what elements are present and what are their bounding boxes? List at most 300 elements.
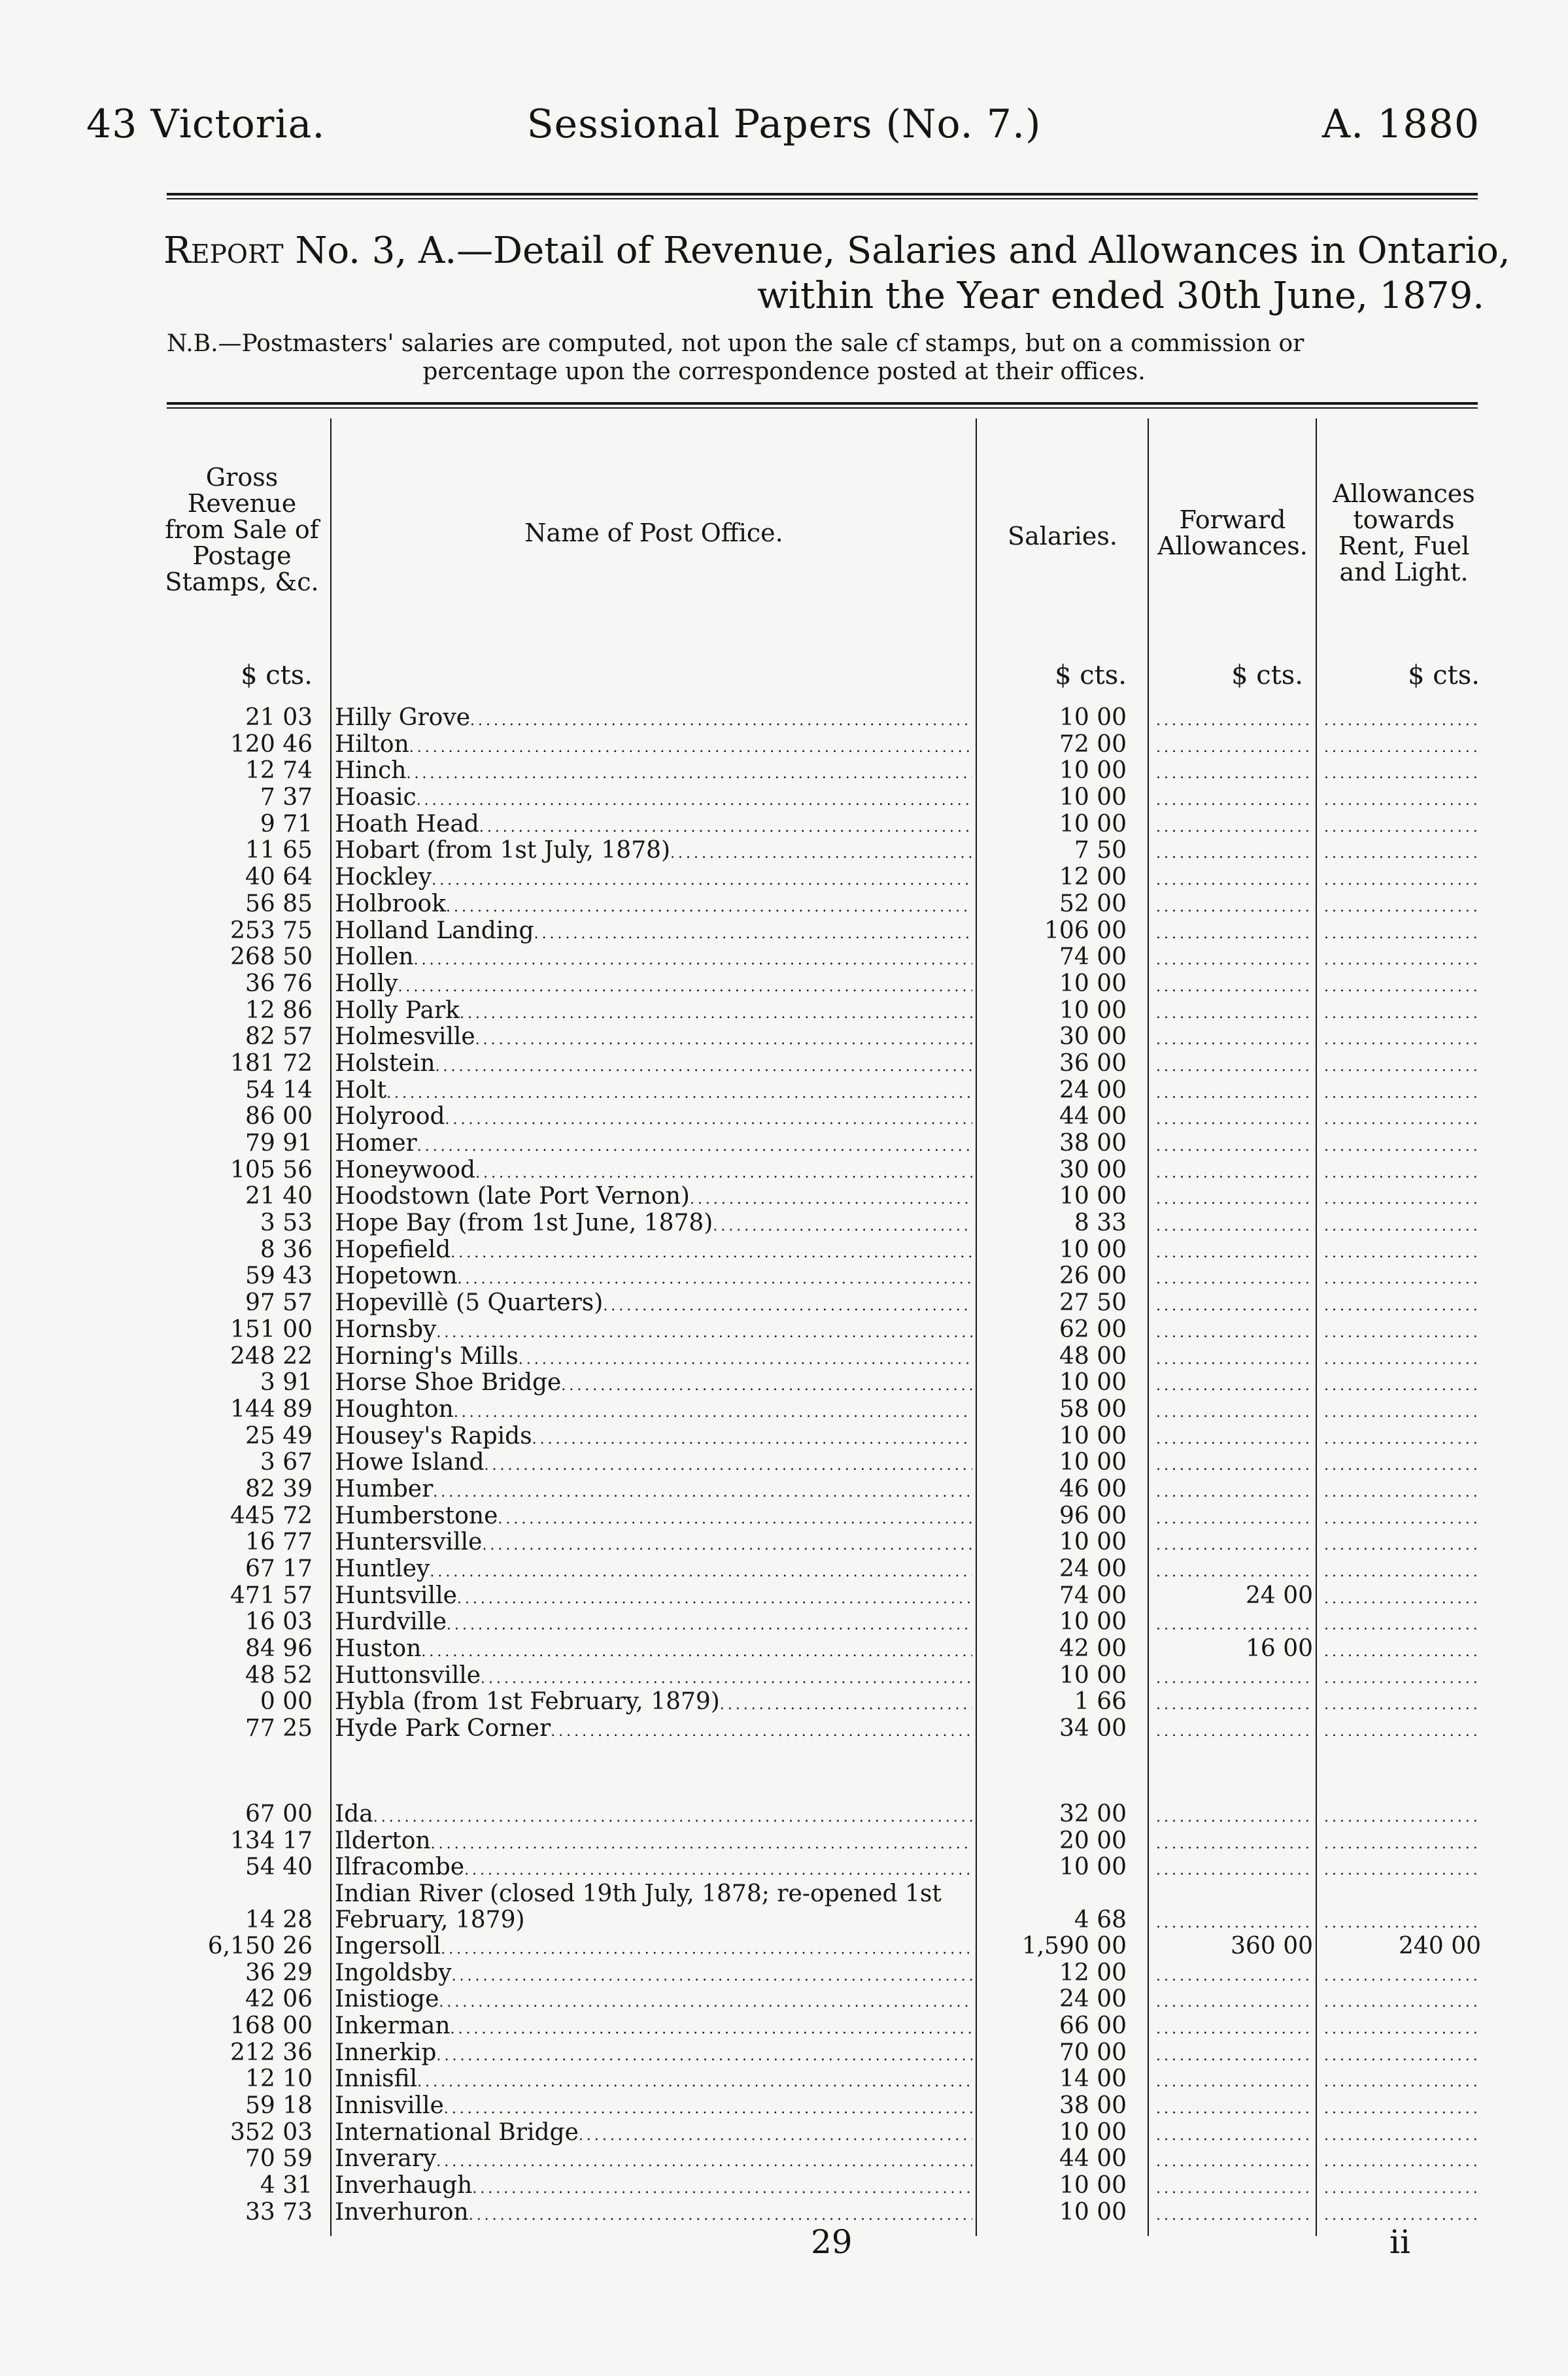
- post-office-name: Innisfil . . .: [335, 2066, 972, 2096]
- forward-allowance-cell: [1156, 1290, 1313, 1320]
- gross-cell: 36 29: [245, 1959, 313, 1986]
- gross-cell: 7 37: [260, 784, 313, 811]
- allowance-cell: [1324, 2146, 1481, 2176]
- header-left: 43 Victoria.: [86, 101, 326, 147]
- table-row: [0, 2013, 1568, 2040]
- gross-cell: 33 73: [245, 2198, 313, 2226]
- allowance-cell: [1324, 1317, 1481, 1347]
- gross-cell: 56 85: [245, 890, 313, 917]
- salary-cell: 58 00: [1059, 1395, 1127, 1423]
- table-row: [0, 1933, 1568, 1960]
- allowance-cell: [1324, 1104, 1481, 1134]
- post-office-name: Hilly Grove . . .: [335, 705, 972, 735]
- salary-cell: 30 00: [1059, 1156, 1127, 1183]
- table-row: [0, 758, 1568, 785]
- post-office-name: Indian River (closed 19th July, 1878; re-opened 1st February, 1879): [335, 1880, 942, 1933]
- table-row: [0, 1476, 1568, 1503]
- forward-allowance-cell: [1156, 2146, 1313, 2176]
- gross-cell: 16 03: [245, 1608, 313, 1636]
- gross-cell: 4 31: [260, 2172, 313, 2199]
- unit-salaries: $ cts.: [1055, 660, 1127, 690]
- forward-allowance-cell: 360 00: [1231, 1933, 1313, 1960]
- post-office-name: Hopevillè (5 Quarters) . . .: [335, 1290, 972, 1320]
- forward-allowance-cell: [1156, 1183, 1313, 1213]
- table-row: [0, 811, 1568, 838]
- allowance-cell: 240 00: [1399, 1933, 1481, 1960]
- table-row: [0, 1370, 1568, 1397]
- table-row: [0, 1503, 1568, 1530]
- post-office-name: Inkerman . . .: [335, 2013, 972, 2043]
- gross-cell: 3 53: [260, 1210, 313, 1237]
- allowance-cell: [1324, 1423, 1481, 1453]
- report-title: [163, 229, 1510, 273]
- table-row: [0, 1529, 1568, 1556]
- gross-cell: 54 40: [245, 1854, 313, 1881]
- gross-cell: 70 59: [245, 2145, 313, 2173]
- post-office-name: Huntersville . . .: [335, 1529, 972, 1559]
- table-row: [0, 971, 1568, 998]
- table-row: [0, 705, 1568, 732]
- table-row: [0, 1183, 1568, 1210]
- salary-cell: 8 33: [1074, 1210, 1127, 1237]
- forward-allowance-cell: [1156, 1960, 1313, 1990]
- allowance-cell: [1324, 1907, 1481, 1937]
- post-office-name: Ida . . .: [335, 1801, 972, 1831]
- salary-cell: 10 00: [1059, 1529, 1127, 1556]
- allowance-cell: [1324, 1051, 1481, 1081]
- salary-cell: 32 00: [1059, 1800, 1127, 1827]
- table-row: [0, 732, 1568, 758]
- forward-allowance-cell: [1156, 705, 1313, 735]
- forward-allowance-cell: [1156, 891, 1313, 921]
- forward-allowance-cell: [1156, 998, 1313, 1028]
- table-row: [0, 1854, 1568, 1881]
- post-office-name: Hoasic . . .: [335, 785, 972, 815]
- gross-cell: 212 36: [230, 2039, 313, 2066]
- salary-cell: 10 00: [1059, 2172, 1127, 2199]
- post-office-name: Holt . . .: [335, 1078, 972, 1108]
- allowance-cell: [1324, 864, 1481, 894]
- forward-allowance-cell: [1156, 1476, 1313, 1506]
- salary-cell: 96 00: [1059, 1502, 1127, 1529]
- col-forward-header: Forward Allowances.: [1157, 505, 1308, 560]
- post-office-name: Huntley . . .: [335, 1556, 972, 1586]
- unit-forward: $ cts.: [1231, 660, 1303, 690]
- salary-cell: 26 00: [1059, 1263, 1127, 1290]
- allowance-cell: [1324, 758, 1481, 788]
- col-gross-header: Gross Revenue from Sale of Postage Stamps, &c.: [165, 463, 319, 596]
- forward-allowance-cell: [1156, 1370, 1313, 1400]
- allowance-cell: [1324, 1556, 1481, 1586]
- allowance-cell: [1324, 998, 1481, 1028]
- gross-cell: 67 00: [245, 1800, 313, 1827]
- table-row: [0, 2146, 1568, 2173]
- allowance-cell: [1324, 1237, 1481, 1267]
- post-office-name: Honeywood . . .: [335, 1157, 972, 1187]
- table-row: [0, 1210, 1568, 1237]
- table-body: [0, 705, 1568, 2241]
- salary-cell: 38 00: [1059, 2092, 1127, 2119]
- col-allowances-header: Allowances towards Rent, Fuel and Light.: [1333, 479, 1475, 586]
- allowance-cell: [1324, 1370, 1481, 1400]
- gross-cell: 12 74: [245, 757, 313, 785]
- salary-cell: 20 00: [1059, 1827, 1127, 1854]
- post-office-name: Ilfracombe . . .: [335, 1854, 972, 1884]
- table-row: [0, 2040, 1568, 2067]
- salary-cell: 44 00: [1059, 1103, 1127, 1130]
- post-office-name: Housey's Rapids . . .: [335, 1423, 972, 1453]
- rows-i-section: [0, 1801, 1568, 2226]
- post-office-name: Hurdville . . .: [335, 1609, 972, 1639]
- post-office-name: Inverary . . .: [335, 2146, 972, 2176]
- table-row: [0, 1237, 1568, 1264]
- salary-cell: 44 00: [1059, 2145, 1127, 2173]
- post-office-name: Houghton . . .: [335, 1397, 972, 1427]
- allowance-cell: [1324, 2013, 1481, 2043]
- forward-allowance-cell: [1156, 1503, 1313, 1533]
- table-row: [0, 1344, 1568, 1370]
- gross-cell: 79 91: [245, 1130, 313, 1157]
- salary-cell: 74 00: [1059, 943, 1127, 971]
- salary-cell: 1,590 00: [1021, 1932, 1127, 1960]
- post-office-name: Howe Island . . .: [335, 1450, 972, 1480]
- forward-allowance-cell: [1156, 1157, 1313, 1187]
- allowance-cell: [1324, 2120, 1481, 2150]
- post-office-name: Hopetown . . .: [335, 1263, 972, 1293]
- forward-allowance-cell: [1156, 758, 1313, 788]
- gross-cell: 77 25: [245, 1715, 313, 1742]
- post-office-name: Holland Landing . . .: [335, 918, 972, 948]
- gross-cell: 6,150 26: [207, 1932, 313, 1960]
- allowance-cell: [1324, 1986, 1481, 2016]
- allowance-cell: [1324, 1210, 1481, 1240]
- allowance-cell: [1324, 944, 1481, 974]
- post-office-name: Ilderton . . .: [335, 1828, 972, 1858]
- table-row: [0, 1450, 1568, 1476]
- forward-allowance-cell: [1156, 864, 1313, 894]
- allowance-cell: [1324, 2173, 1481, 2203]
- salary-cell: 66 00: [1059, 2012, 1127, 2039]
- forward-allowance-cell: [1156, 918, 1313, 948]
- gross-cell: 120 46: [230, 730, 313, 758]
- allowance-cell: [1324, 1024, 1481, 1054]
- allowance-cell: [1324, 1828, 1481, 1858]
- salary-cell: 24 00: [1059, 1076, 1127, 1104]
- salary-cell: 10 00: [1059, 757, 1127, 785]
- forward-allowance-cell: [1156, 2040, 1313, 2070]
- salary-cell: 14 00: [1059, 2065, 1127, 2093]
- table-row: [0, 1960, 1568, 1987]
- gross-cell: 3 67: [260, 1449, 313, 1476]
- allowance-cell: [1324, 1854, 1481, 1884]
- gross-cell: 59 43: [245, 1263, 313, 1290]
- gross-cell: 105 56: [230, 1156, 313, 1183]
- allowance-cell: [1324, 1609, 1481, 1639]
- allowance-cell: [1324, 1290, 1481, 1320]
- post-office-name: Holly . . .: [335, 971, 972, 1001]
- table-row: [0, 1104, 1568, 1130]
- post-office-name: Hopefield . . .: [335, 1237, 972, 1267]
- post-office-name: Homer . . .: [335, 1130, 972, 1161]
- allowance-cell: [1324, 785, 1481, 815]
- salary-cell: 70 00: [1059, 2039, 1127, 2066]
- allowance-cell: [1324, 1078, 1481, 1108]
- table-row: [0, 1801, 1568, 1828]
- gross-cell: 84 96: [245, 1635, 313, 1663]
- salary-cell: 62 00: [1059, 1315, 1127, 1343]
- allowance-cell: [1324, 732, 1481, 762]
- post-office-name: Ingersoll . . .: [335, 1933, 972, 1963]
- salary-cell: 10 00: [1059, 784, 1127, 811]
- gross-cell: 248 22: [230, 1342, 313, 1370]
- post-office-name: Huttonsville . . .: [335, 1663, 972, 1693]
- salary-cell: 10 00: [1059, 1854, 1127, 1881]
- gross-cell: 21 03: [245, 704, 313, 731]
- top-rule: [167, 193, 1478, 195]
- post-office-name: Inverhaugh . . .: [335, 2173, 972, 2203]
- post-office-name: Hornsby . . .: [335, 1317, 972, 1347]
- table-top-rule: [167, 402, 1478, 405]
- forward-allowance-cell: [1156, 944, 1313, 974]
- allowance-cell: [1324, 1130, 1481, 1161]
- salary-cell: 10 00: [1059, 1608, 1127, 1636]
- gross-cell: 9 71: [260, 810, 313, 838]
- forward-allowance-cell: [1156, 2173, 1313, 2203]
- allowance-cell: [1324, 1397, 1481, 1427]
- gross-cell: 8 36: [260, 1236, 313, 1263]
- table-row: [0, 1051, 1568, 1078]
- unit-allowances: $ cts.: [1408, 660, 1480, 690]
- table-row: [0, 1689, 1568, 1716]
- note-line-2: percentage upon the correspondence posted at their offices.: [422, 358, 1146, 385]
- forward-allowance-cell: [1156, 785, 1313, 815]
- note-line-1: N.B.—Postmasters' salaries are computed, not upon the sale cf stamps, but on a commission or: [167, 330, 1304, 357]
- post-office-name: Hybla (from 1st February, 1879) . . .: [335, 1689, 972, 1719]
- report-subtitle: within the Year ended 30th June, 1879.: [757, 275, 1484, 317]
- salary-cell: 7 50: [1074, 837, 1127, 864]
- table-top-rule-thin: [167, 407, 1478, 409]
- allowance-cell: [1324, 1344, 1481, 1374]
- table-row: [0, 1157, 1568, 1184]
- post-office-name: Inistioge . . .: [335, 1986, 972, 2016]
- forward-allowance-cell: [1156, 1801, 1313, 1831]
- salary-cell: 12 00: [1059, 1959, 1127, 1986]
- salary-cell: 106 00: [1044, 917, 1127, 944]
- table-row: [0, 2173, 1568, 2199]
- gross-cell: 86 00: [245, 1103, 313, 1130]
- table-row: [0, 918, 1568, 945]
- page-number: 29: [811, 2223, 853, 2261]
- post-office-name: Humber . . .: [335, 1476, 972, 1506]
- forward-allowance-cell: [1156, 2013, 1313, 2043]
- allowance-cell: [1324, 1450, 1481, 1480]
- table-row: [0, 1263, 1568, 1290]
- allowance-cell: [1324, 1960, 1481, 1990]
- salary-cell: 12 00: [1059, 864, 1127, 891]
- salary-cell: 24 00: [1059, 1986, 1127, 2013]
- allowance-cell: [1324, 705, 1481, 735]
- table-row: [0, 1397, 1568, 1423]
- post-office-name: Horse Shoe Bridge . . .: [335, 1370, 972, 1400]
- section-gap: [0, 1742, 1568, 1801]
- table-row: [0, 1716, 1568, 1742]
- allowance-cell: [1324, 1157, 1481, 1187]
- allowance-cell: [1324, 1583, 1481, 1613]
- post-office-name: Innisville . . .: [335, 2093, 972, 2123]
- allowance-cell: [1324, 1263, 1481, 1293]
- table-row: [0, 1583, 1568, 1610]
- table-row: [0, 891, 1568, 918]
- forward-allowance-cell: [1156, 2120, 1313, 2150]
- post-office-name: Holbrook . . .: [335, 891, 972, 921]
- gross-cell: 59 18: [245, 2092, 313, 2119]
- allowance-cell: [1324, 2066, 1481, 2096]
- table-row: [0, 1609, 1568, 1636]
- forward-allowance-cell: [1156, 1317, 1313, 1347]
- allowance-cell: [1324, 2040, 1481, 2070]
- gross-cell: 352 03: [230, 2118, 313, 2146]
- forward-allowance-cell: [1156, 1663, 1313, 1693]
- forward-allowance-cell: [1156, 1237, 1313, 1267]
- post-office-name: Hyde Park Corner . . .: [335, 1716, 972, 1746]
- gross-cell: 97 57: [245, 1289, 313, 1317]
- gross-cell: 40 64: [245, 864, 313, 891]
- allowance-cell: [1324, 1663, 1481, 1693]
- report-label: Report: [163, 229, 284, 272]
- salary-cell: 10 00: [1059, 2198, 1127, 2226]
- forward-allowance-cell: [1156, 1609, 1313, 1639]
- table-row: [0, 1828, 1568, 1855]
- gross-cell: 3 91: [260, 1369, 313, 1397]
- salary-cell: 36 00: [1059, 1049, 1127, 1077]
- salary-cell: 10 00: [1059, 810, 1127, 838]
- post-office-name: Humberstone . . .: [335, 1503, 972, 1533]
- table-row: [0, 944, 1568, 971]
- table-row: [0, 2120, 1568, 2147]
- header-center: Sessional Papers (No. 7.): [526, 101, 1042, 147]
- gross-cell: 471 57: [230, 1582, 313, 1609]
- forward-allowance-cell: [1156, 1986, 1313, 2016]
- salary-cell: 4 68: [1074, 1906, 1127, 1933]
- allowance-cell: [1324, 1183, 1481, 1213]
- post-office-name: Holyrood . . .: [335, 1104, 972, 1134]
- gross-cell: 82 57: [245, 1023, 313, 1051]
- table-row: [0, 1317, 1568, 1344]
- forward-allowance-cell: [1156, 971, 1313, 1001]
- forward-allowance-cell: [1156, 732, 1313, 762]
- forward-allowance-cell: [1156, 1024, 1313, 1054]
- gross-cell: 36 76: [245, 970, 313, 997]
- forward-allowance-cell: [1156, 838, 1313, 868]
- gross-cell: 42 06: [245, 1986, 313, 2013]
- post-office-name: Hollen . . .: [335, 944, 972, 974]
- allowance-cell: [1324, 1476, 1481, 1506]
- forward-allowance-cell: [1156, 1689, 1313, 1719]
- post-office-name: Hope Bay (from 1st June, 1878) . . .: [335, 1210, 972, 1240]
- table-row: [0, 2199, 1568, 2226]
- forward-allowance-cell: [1156, 1078, 1313, 1108]
- forward-allowance-cell: [1156, 1130, 1313, 1161]
- post-office-name: Holstein . . .: [335, 1051, 972, 1081]
- post-office-name: Inverhuron . . .: [335, 2199, 972, 2230]
- allowance-cell: [1324, 1689, 1481, 1719]
- gross-cell: 48 52: [245, 1661, 313, 1689]
- table-row: [0, 998, 1568, 1025]
- salary-cell: 46 00: [1059, 1475, 1127, 1502]
- allowance-cell: [1324, 891, 1481, 921]
- post-office-name: Hoodstown (late Port Vernon) . . .: [335, 1183, 972, 1213]
- forward-allowance-cell: [1156, 1828, 1313, 1858]
- allowance-cell: [1324, 1716, 1481, 1746]
- allowance-cell: [1324, 1636, 1481, 1666]
- col-name-header: Name of Post Office.: [524, 518, 783, 547]
- forward-allowance-cell: 16 00: [1245, 1636, 1313, 1663]
- salary-cell: 10 00: [1059, 1236, 1127, 1263]
- forward-allowance-cell: [1156, 1104, 1313, 1134]
- forward-allowance-cell: [1156, 1210, 1313, 1240]
- header-right: A. 1880: [1321, 101, 1480, 147]
- forward-allowance-cell: [1156, 1529, 1313, 1559]
- forward-allowance-cell: [1156, 1556, 1313, 1586]
- gross-cell: 134 17: [230, 1827, 313, 1854]
- allowance-cell: [1324, 2093, 1481, 2123]
- salary-cell: 52 00: [1059, 890, 1127, 917]
- post-office-name: Horning's Mills . . .: [335, 1344, 972, 1374]
- footer-mark: ii: [1389, 2223, 1410, 2261]
- forward-allowance-cell: [1156, 1263, 1313, 1293]
- forward-allowance-cell: [1156, 1907, 1313, 1937]
- gross-cell: 268 50: [230, 943, 313, 971]
- table-row: [0, 1986, 1568, 2013]
- salary-cell: 10 00: [1059, 1449, 1127, 1476]
- gross-cell: 67 17: [245, 1555, 313, 1582]
- col-salaries-header: Salaries.: [1008, 522, 1117, 551]
- gross-cell: 168 00: [230, 2012, 313, 2039]
- gross-cell: 21 40: [245, 1183, 313, 1210]
- table-row: [0, 1130, 1568, 1157]
- post-office-name: Hilton . . .: [335, 732, 972, 762]
- post-office-name: Holmesville . . .: [335, 1024, 972, 1054]
- report-title-rest: No. 3, A.—Detail of Revenue, Salaries and Allowances in Ontario,: [295, 229, 1510, 272]
- gross-cell: 253 75: [230, 917, 313, 944]
- table-row: [0, 1663, 1568, 1689]
- gross-cell: 181 72: [230, 1049, 313, 1077]
- salary-cell: 38 00: [1059, 1130, 1127, 1157]
- forward-allowance-cell: [1156, 1716, 1313, 1746]
- salary-cell: 42 00: [1059, 1635, 1127, 1663]
- forward-allowance-cell: [1156, 1397, 1313, 1427]
- post-office-name: International Bridge . . .: [335, 2120, 972, 2150]
- salary-cell: 10 00: [1059, 996, 1127, 1024]
- salary-cell: 10 00: [1059, 1369, 1127, 1397]
- salary-cell: 74 00: [1059, 1582, 1127, 1609]
- forward-allowance-cell: [1156, 1344, 1313, 1374]
- gross-cell: 14 28: [245, 1906, 313, 1933]
- salary-cell: 10 00: [1059, 1422, 1127, 1450]
- post-office-name: Innerkip . . .: [335, 2040, 972, 2070]
- table-row: [0, 1881, 1568, 1933]
- allowance-cell: [1324, 1529, 1481, 1559]
- gross-cell: 445 72: [230, 1502, 313, 1529]
- allowance-cell: [1324, 971, 1481, 1001]
- forward-allowance-cell: [1156, 2066, 1313, 2096]
- allowance-cell: [1324, 811, 1481, 841]
- table-row: [0, 1556, 1568, 1583]
- forward-allowance-cell: [1156, 1051, 1313, 1081]
- allowance-cell: [1324, 838, 1481, 868]
- gross-cell: 25 49: [245, 1422, 313, 1450]
- gross-cell: 16 77: [245, 1529, 313, 1556]
